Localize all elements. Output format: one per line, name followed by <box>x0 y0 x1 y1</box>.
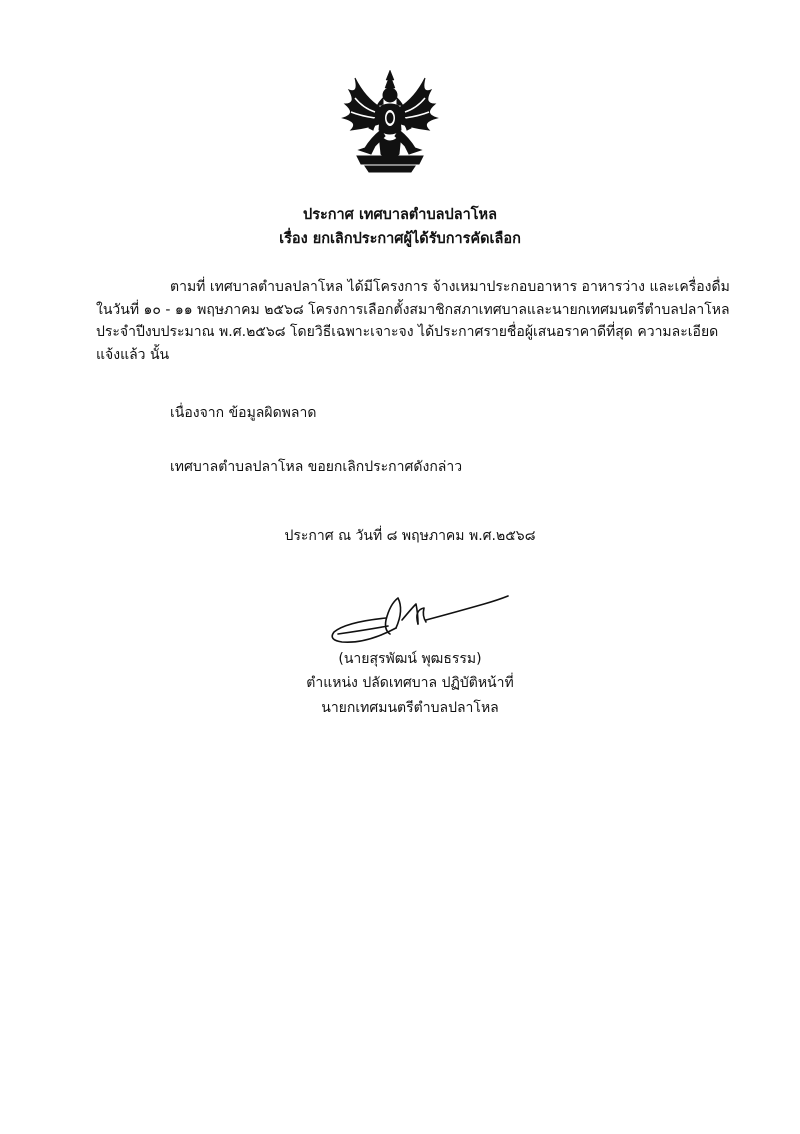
signatory-position: ตำแหน่ง ปลัดเทศบาล ปฏิบัติหน้าที่ <box>306 675 514 691</box>
garuda-emblem-icon <box>335 68 445 176</box>
announcement-title: ประกาศ เทศบาลตำบลปลาโหล <box>302 207 497 223</box>
cancellation-text: เทศบาลตำบลปลาโหล ขอยกเลิกประกาศดังกล่าว <box>170 459 463 475</box>
paragraph-line: ประจำปีงบประมาณ พ.ศ.๒๕๖๘ โดยวิธีเฉพาะเจาะจง ได้ประกาศรายชื่อผู้เสนอราคาดีที่สุด ความละเอียด <box>96 324 719 340</box>
signatory-name: (นายสุรพัฒน์ พุฒธรรม) <box>338 651 482 667</box>
paragraph-line: ในวันที่ ๑๐ - ๑๑ พฤษภาคม ๒๕๖๘ โครงการเลือกตั้งสมาชิกสภาเทศบาลและนายกเทศมนตรีตำบลปลาโหล <box>96 301 730 318</box>
handwritten-signature-icon <box>326 590 512 656</box>
paragraph-line: ตามที่ เทศบาลตำบลปลาโหล ได้มีโครงการ จ้างเหมาประกอบอาหาร อาหารว่าง และเครื่องดื่ม <box>170 279 730 295</box>
main-paragraph <box>96 276 730 366</box>
announcement-subject: เรื่อง ยกเลิกประกาศผู้ได้รับการคัดเลือก <box>279 231 521 247</box>
paragraph-line: แจ้งแล้ว นั้น <box>96 346 170 363</box>
signatory-office: นายกเทศมนตรีตำบลปลาโหล <box>321 700 499 716</box>
announcement-date: ประกาศ ณ วันที่ ๘ พฤษภาคม พ.ศ.๒๕๖๘ <box>284 528 536 544</box>
reason-text: เนื่องจาก ข้อมูลผิดพลาด <box>170 405 317 421</box>
